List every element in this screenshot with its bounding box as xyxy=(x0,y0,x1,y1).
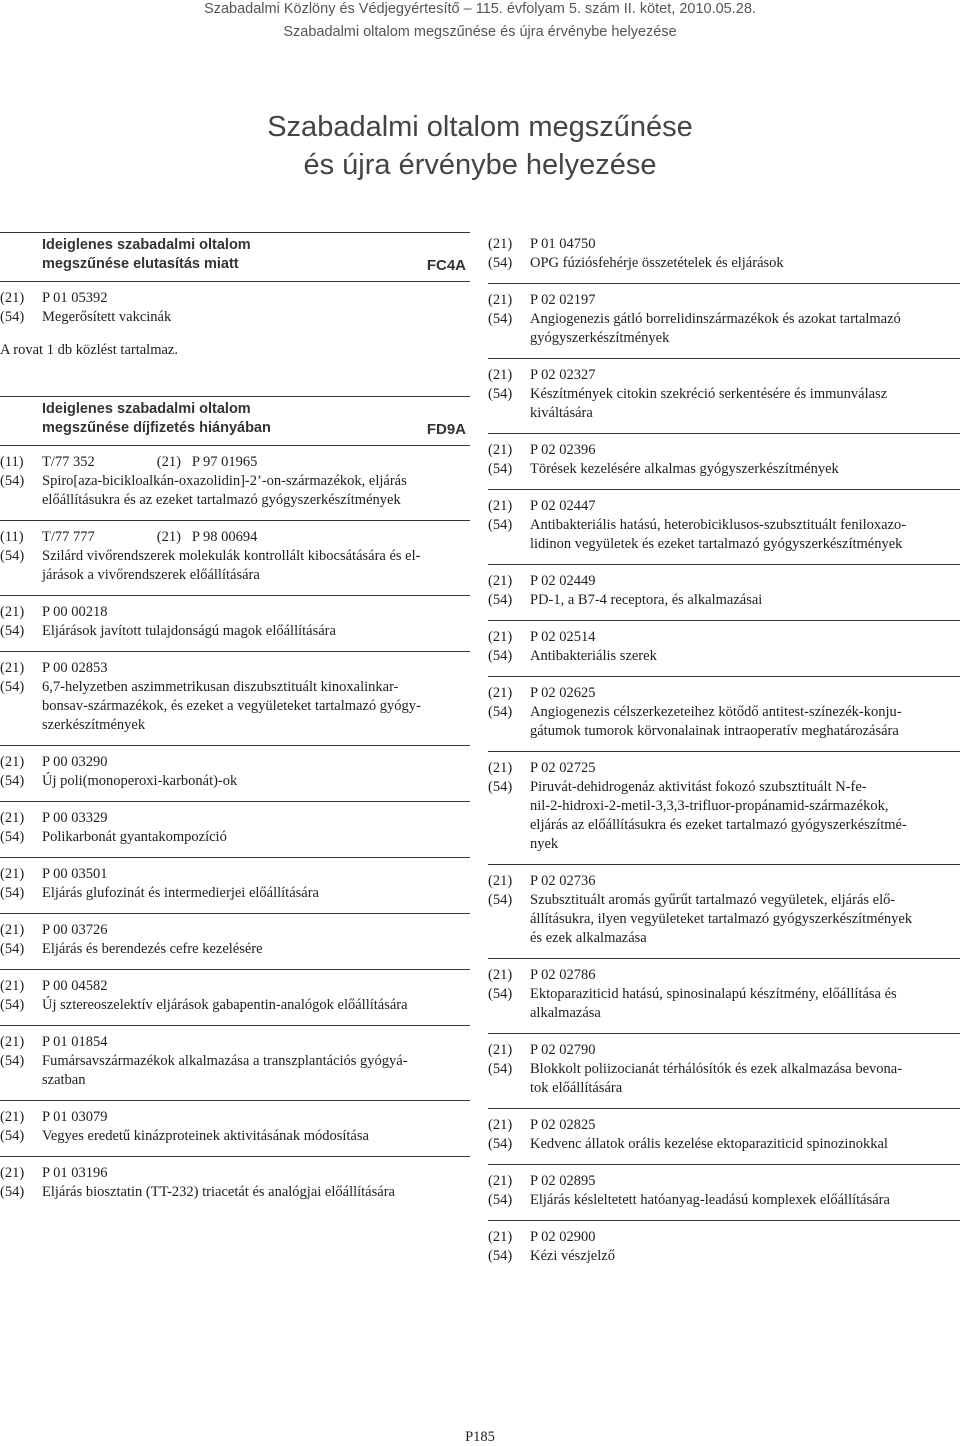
patent-entry xyxy=(488,284,960,348)
patent-entry xyxy=(0,446,470,510)
title-line xyxy=(0,308,470,327)
application-number: P 01 04750 xyxy=(530,236,596,252)
title-line xyxy=(488,891,960,910)
invention-title: kiváltására xyxy=(530,405,593,421)
patent-entry xyxy=(0,1026,470,1090)
patent-entry xyxy=(0,652,470,735)
application-line xyxy=(0,809,470,828)
application-line xyxy=(0,753,470,772)
inid-code-21: (21) xyxy=(156,529,181,545)
inid-code-21: (21) xyxy=(0,1109,25,1125)
application-line xyxy=(488,1228,960,1247)
inid-code-54: (54) xyxy=(488,592,513,608)
invention-title: előállításukra és az ezeket tartalmazó gyógyszerkészítmények xyxy=(42,492,401,508)
title-line xyxy=(488,329,960,348)
application-number: P 02 02396 xyxy=(530,442,596,458)
title-line xyxy=(0,697,470,716)
patent-entry xyxy=(0,914,470,959)
section-note: A rovat 1 db közlést tartalmaz. xyxy=(0,342,178,358)
application-line xyxy=(0,1108,470,1127)
title-line xyxy=(488,778,960,797)
title-line xyxy=(0,1127,470,1146)
invention-title: Új poli(monoperoxi-karbonát)-ok xyxy=(42,773,238,789)
section-title-line: megszűnése díjfizetés hiányában xyxy=(42,420,271,436)
inid-code-54: (54) xyxy=(488,648,513,664)
invention-title: Szubsztituált aromás gyűrűt tartalmazó vegyületek, eljárás elő- xyxy=(530,892,896,908)
inid-code-54: (54) xyxy=(0,941,25,957)
application-line xyxy=(488,572,960,591)
invention-title: Kedvenc állatok orális kezelése ektoparaziticid spinozinokkal xyxy=(530,1136,888,1152)
application-number: P 02 02197 xyxy=(530,292,596,308)
application-number: P 02 02736 xyxy=(530,873,596,889)
inid-code-54: (54) xyxy=(0,473,25,489)
application-number: P 02 02725 xyxy=(530,760,596,776)
title-line xyxy=(488,310,960,329)
patent-entry xyxy=(0,521,470,585)
title-line xyxy=(0,547,470,566)
indent xyxy=(488,535,530,554)
application-number: P 02 02449 xyxy=(530,573,596,589)
inid-code-54: (54) xyxy=(488,1248,513,1264)
patent-entry xyxy=(488,434,960,479)
application-line xyxy=(488,628,960,647)
application-number: P 01 03196 xyxy=(42,1165,108,1181)
inid-code-21: (21) xyxy=(0,1034,25,1050)
inid-code-54: (54) xyxy=(0,773,25,789)
inid-code-54: (54) xyxy=(488,892,513,908)
inid-code-21: (21) xyxy=(0,660,25,676)
patent-entry xyxy=(0,802,470,847)
indent xyxy=(488,1079,530,1098)
section-code: FD9A xyxy=(426,421,466,438)
title-line xyxy=(0,1183,470,1202)
invention-title: Blokkolt poliizocianát térhálósítók és ezek alkalmazása bevona- xyxy=(530,1061,903,1077)
application-line xyxy=(488,759,960,778)
page-title-line-2: és újra érvénybe helyezése xyxy=(303,149,657,181)
application-line xyxy=(0,659,470,678)
patent-entry xyxy=(0,746,470,791)
patent-entry xyxy=(488,959,960,1023)
inid-code-21: (21) xyxy=(488,292,513,308)
invention-title: Eljárás biosztatin (TT-232) triacetát és analógjai előállítására xyxy=(42,1184,395,1200)
invention-title: lidinon vegyületek és ezeket tartalmazó gyógyszerkészítmények xyxy=(530,536,903,552)
indent xyxy=(488,329,530,348)
application-line xyxy=(488,235,960,254)
application-line xyxy=(0,453,470,472)
registration-number: T/77 777 xyxy=(42,529,95,545)
application-number: P 02 02825 xyxy=(530,1117,596,1133)
title-line xyxy=(488,985,960,1004)
invention-title: Spiro[aza-bicikloalkán-oxazolidin]-2’-on-származékok, eljárás xyxy=(42,473,407,489)
application-number: P 02 02900 xyxy=(530,1229,596,1245)
title-line xyxy=(488,404,960,423)
indent xyxy=(488,835,530,854)
patent-entry xyxy=(488,1109,960,1154)
indent xyxy=(0,1071,42,1090)
inid-code-54: (54) xyxy=(488,517,513,533)
title-line xyxy=(488,1191,960,1210)
title-line xyxy=(488,1004,960,1023)
inid-code-21: (21) xyxy=(488,967,513,983)
title-line xyxy=(488,929,960,948)
application-line xyxy=(488,366,960,385)
inid-code-54: (54) xyxy=(488,779,513,795)
invention-title: Megerősített vakcinák xyxy=(42,309,172,325)
indent xyxy=(0,491,42,510)
application-line xyxy=(488,497,960,516)
invention-title: és ezek alkalmazása xyxy=(530,930,647,946)
application-number: P 02 02786 xyxy=(530,967,596,983)
invention-title: Ektoparaziticid hatású, spinosinalapú készítmény, előállítása és xyxy=(530,986,897,1002)
invention-title: Kézi vészjelző xyxy=(530,1248,615,1264)
invention-title: OPG fúziósfehérje összetételek és eljárások xyxy=(530,255,784,271)
application-line xyxy=(488,1116,960,1135)
invention-title: Eljárás késleltetett hatóanyag-leadású komplexek előállítására xyxy=(530,1192,890,1208)
inid-code-11: (11) xyxy=(0,454,24,470)
invention-title: gyógyszerkészítmények xyxy=(530,330,670,346)
application-numbers xyxy=(42,528,470,547)
title-line xyxy=(0,996,470,1015)
invention-title: Piruvát-dehidrogenáz aktivitást fokozó szubsztituált N-fe- xyxy=(530,779,867,795)
invention-title: alkalmazása xyxy=(530,1005,601,1021)
right-column xyxy=(488,232,960,1266)
title-line xyxy=(0,716,470,735)
patent-entry xyxy=(488,621,960,666)
invention-title: Vegyes eredetű kinázproteinek aktivitásának módosítása xyxy=(42,1128,369,1144)
inid-code-54: (54) xyxy=(0,1128,25,1144)
inid-code-21: (21) xyxy=(488,760,513,776)
title-line xyxy=(0,1071,470,1090)
invention-title: Új sztereoszelektív eljárások gabapentin-analógok előállítására xyxy=(42,997,408,1013)
inid-code-21: (21) xyxy=(0,866,25,882)
inid-code-54: (54) xyxy=(488,255,513,271)
application-line xyxy=(0,1164,470,1183)
inid-code-21: (21) xyxy=(488,685,513,701)
title-line xyxy=(488,535,960,554)
registration-number: T/77 352 xyxy=(42,454,95,470)
application-number: P 98 00694 xyxy=(191,529,258,545)
section-title xyxy=(42,400,271,438)
application-number: P 00 03726 xyxy=(42,922,108,938)
application-number: P 00 03329 xyxy=(42,810,108,826)
inid-code-54: (54) xyxy=(488,461,513,477)
title-line xyxy=(0,678,470,697)
inid-code-11: (11) xyxy=(0,529,24,545)
inid-code-21: (21) xyxy=(0,604,25,620)
title-line xyxy=(488,254,960,273)
inid-code-54: (54) xyxy=(0,829,25,845)
invention-title: bonsav-származékok, és ezeket a vegyületeket tartalmazó gyógy- xyxy=(42,698,421,714)
title-line xyxy=(488,1247,960,1266)
inid-code-21: (21) xyxy=(0,754,25,770)
invention-title: nil-2-hidroxi-2-metil-3,3,3-trifluor-propánamid-származékok, xyxy=(530,798,889,814)
title-line xyxy=(0,940,470,959)
inid-code-21: (21) xyxy=(156,454,181,470)
invention-title: Eljárás glufozinát és intermedierjei előállítására xyxy=(42,885,319,901)
indent xyxy=(488,722,530,741)
invention-title: eljárás az előállításukra és ezeket tartalmazó gyógyszerkészítmé- xyxy=(530,817,907,833)
invention-title: tok előállítására xyxy=(530,1080,623,1096)
section-title-line: Ideiglenes szabadalmi oltalom xyxy=(42,401,251,417)
title-line xyxy=(488,460,960,479)
title-line xyxy=(0,566,470,585)
running-header-journal: Szabadalmi Közlöny és Védjegyértesítő – 115. évfolyam 5. szám II. kötet, 2010.05.28. xyxy=(204,1,756,17)
inid-code-54: (54) xyxy=(0,1184,25,1200)
patent-entry xyxy=(488,232,960,273)
inid-code-21: (21) xyxy=(488,1042,513,1058)
indent xyxy=(488,816,530,835)
application-number: P 01 05392 xyxy=(42,290,108,306)
inid-code-21: (21) xyxy=(488,367,513,383)
indent xyxy=(488,797,530,816)
application-line xyxy=(0,528,470,547)
invention-title: gátumok tumorok körvonalainak intraoperatív meghatározására xyxy=(530,723,899,739)
patent-entry xyxy=(488,1034,960,1098)
invention-title: Angiogenezis gátló borrelidinszármazékok és azokat tartalmazó xyxy=(530,311,901,327)
section-title-line: megszűnése elutasítás miatt xyxy=(42,256,239,272)
inid-code-54: (54) xyxy=(488,704,513,720)
page-number: P185 xyxy=(465,1429,495,1445)
title-line xyxy=(0,472,470,491)
running-header-section: Szabadalmi oltalom megszűnése és újra érvénybe helyezése xyxy=(283,24,677,40)
inid-code-54: (54) xyxy=(0,997,25,1013)
invention-title: Antibakteriális szerek xyxy=(530,648,657,664)
application-line xyxy=(488,872,960,891)
invention-title: Fumársavszármazékok alkalmazása a transzplantációs gyógyá- xyxy=(42,1053,408,1069)
page-title xyxy=(0,108,960,184)
inid-code-21: (21) xyxy=(488,236,513,252)
application-number: P 00 00218 xyxy=(42,604,108,620)
inid-code-21: (21) xyxy=(488,442,513,458)
patent-entry xyxy=(488,359,960,423)
indent xyxy=(488,929,530,948)
application-line xyxy=(0,1033,470,1052)
section-title-line: Ideiglenes szabadalmi oltalom xyxy=(42,237,251,253)
title-line xyxy=(488,816,960,835)
left-column xyxy=(0,232,470,1202)
indent xyxy=(0,566,42,585)
section-title xyxy=(42,236,251,274)
invention-title: Szilárd vivőrendszerek molekulák kontrollált kibocsátására és el- xyxy=(42,548,421,564)
invention-title: szerkészítmények xyxy=(42,717,146,733)
indent xyxy=(488,404,530,423)
application-number: P 00 04582 xyxy=(42,978,108,994)
application-line xyxy=(0,289,470,308)
application-number: P 02 02447 xyxy=(530,498,596,514)
section-fc4a-header xyxy=(0,233,470,274)
application-line xyxy=(488,291,960,310)
patent-entry xyxy=(0,858,470,903)
inid-code-21: (21) xyxy=(0,290,25,306)
inid-code-21: (21) xyxy=(0,922,25,938)
patent-entry xyxy=(488,752,960,854)
inid-code-54: (54) xyxy=(0,679,25,695)
inid-code-21: (21) xyxy=(0,810,25,826)
title-line xyxy=(0,622,470,641)
title-line xyxy=(488,722,960,741)
inid-code-21: (21) xyxy=(488,1229,513,1245)
inid-code-54: (54) xyxy=(488,986,513,1002)
title-line xyxy=(488,835,960,854)
title-line xyxy=(488,797,960,816)
title-line xyxy=(488,385,960,404)
invention-title: PD-1, a B7-4 receptora, és alkalmazásai xyxy=(530,592,763,608)
title-line xyxy=(488,647,960,666)
invention-title: szatban xyxy=(42,1072,86,1088)
application-line xyxy=(488,1041,960,1060)
application-number: P 02 02790 xyxy=(530,1042,596,1058)
application-line xyxy=(0,865,470,884)
title-line xyxy=(488,1079,960,1098)
invention-title: Eljárások javított tulajdonságú magok előállítására xyxy=(42,623,336,639)
inid-code-54: (54) xyxy=(0,885,25,901)
patent-entry xyxy=(0,289,470,327)
page-title-line-1: Szabadalmi oltalom megszűnése xyxy=(267,111,693,143)
application-number: P 02 02625 xyxy=(530,685,596,701)
application-number: P 00 03501 xyxy=(42,866,108,882)
application-number: P 00 02853 xyxy=(42,660,108,676)
invention-title: 6,7-helyzetben aszimmetrikusan diszubsztituált kinoxalinkar- xyxy=(42,679,399,695)
application-number: P 00 03290 xyxy=(42,754,108,770)
title-line xyxy=(488,516,960,535)
application-number: P 02 02514 xyxy=(530,629,596,645)
title-line xyxy=(0,772,470,791)
title-line xyxy=(488,1135,960,1154)
inid-code-21: (21) xyxy=(0,1165,25,1181)
section-fd9a-header xyxy=(0,397,470,438)
indent xyxy=(488,1004,530,1023)
inid-code-21: (21) xyxy=(488,498,513,514)
title-line xyxy=(488,591,960,610)
application-line xyxy=(0,977,470,996)
inid-code-54: (54) xyxy=(488,1061,513,1077)
indent xyxy=(488,910,530,929)
inid-code-21: (21) xyxy=(488,873,513,889)
invention-title: állításukra, ilyen vegyületeket tartalmazó gyógyszerkészítmények xyxy=(530,911,913,927)
patent-entry xyxy=(0,1101,470,1146)
title-line xyxy=(0,828,470,847)
patent-entry xyxy=(0,970,470,1015)
inid-code-54: (54) xyxy=(0,1053,25,1069)
invention-title: Törések kezelésére alkalmas gyógyszerkészítmények xyxy=(530,461,839,477)
application-line xyxy=(488,966,960,985)
application-line xyxy=(0,921,470,940)
inid-code-21: (21) xyxy=(488,573,513,589)
application-line xyxy=(488,1172,960,1191)
application-number: P 01 01854 xyxy=(42,1034,108,1050)
indent xyxy=(0,716,42,735)
title-line xyxy=(488,1060,960,1079)
application-line xyxy=(488,441,960,460)
title-line xyxy=(488,703,960,722)
inid-code-21: (21) xyxy=(488,1117,513,1133)
invention-title: Eljárás és berendezés cefre kezelésére xyxy=(42,941,263,957)
invention-title: Polikarbonát gyantakompozíció xyxy=(42,829,227,845)
application-number: P 02 02327 xyxy=(530,367,596,383)
invention-title: nyek xyxy=(530,836,559,852)
inid-code-54: (54) xyxy=(488,386,513,402)
title-line xyxy=(488,910,960,929)
patent-entry xyxy=(488,865,960,948)
invention-title: Készítmények citokin szekréció serkentésére és immunválasz xyxy=(530,386,888,402)
title-line xyxy=(0,1052,470,1071)
patent-entry xyxy=(0,596,470,641)
patent-entry xyxy=(488,677,960,741)
patent-entry xyxy=(488,1221,960,1266)
application-numbers xyxy=(42,453,470,472)
inid-code-54: (54) xyxy=(488,1192,513,1208)
inid-code-54: (54) xyxy=(488,311,513,327)
inid-code-54: (54) xyxy=(0,623,25,639)
indent xyxy=(0,697,42,716)
application-number: P 97 01965 xyxy=(191,454,258,470)
title-line xyxy=(0,491,470,510)
inid-code-54: (54) xyxy=(0,548,25,564)
application-line xyxy=(0,603,470,622)
application-number: P 01 03079 xyxy=(42,1109,108,1125)
inid-code-21: (21) xyxy=(488,1173,513,1189)
invention-title: Antibakteriális hatású, heterobiciklusos-szubsztituált feniloxazo- xyxy=(530,517,907,533)
section-code: FC4A xyxy=(426,257,466,274)
patent-entry xyxy=(0,1157,470,1202)
inid-code-21: (21) xyxy=(0,978,25,994)
patent-entry xyxy=(488,490,960,554)
invention-title: Angiogenezis célszerkezeteihez kötődő antitest-színezék-konju- xyxy=(530,704,902,720)
inid-code-21: (21) xyxy=(488,629,513,645)
inid-code-54: (54) xyxy=(488,1136,513,1152)
title-line xyxy=(0,884,470,903)
patent-entry xyxy=(488,565,960,610)
invention-title: járások a vivőrendszerek előállítására xyxy=(42,567,260,583)
patent-entry xyxy=(488,1165,960,1210)
application-number: P 02 02895 xyxy=(530,1173,596,1189)
inid-code-54: (54) xyxy=(0,309,25,325)
application-line xyxy=(488,684,960,703)
